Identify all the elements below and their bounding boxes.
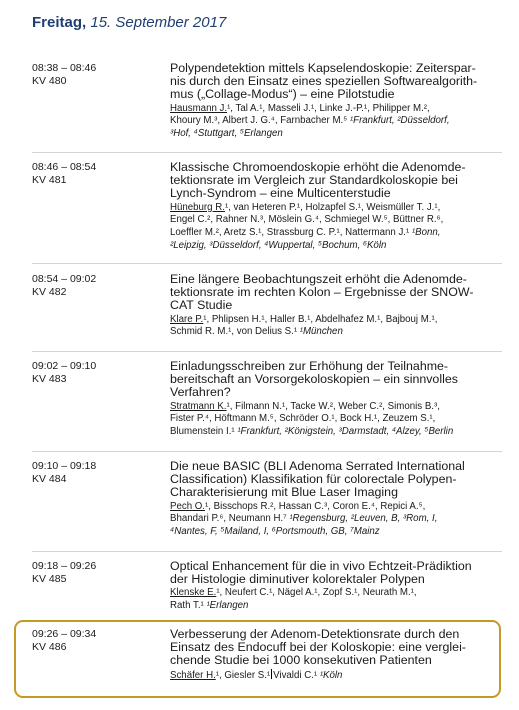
title-line: bereitschaft an Vorsorgekoloskopien – ein sinnvolles <box>170 372 458 387</box>
entry-authors <box>170 202 506 253</box>
entry-meta <box>32 161 96 186</box>
presenter-name: Klenske E. <box>170 587 217 599</box>
entry-code: KV 480 <box>32 74 67 87</box>
header-date: 15. September 2017 <box>90 14 227 31</box>
title-line: CAT Studie <box>170 298 233 313</box>
title-line: mus („Collage-Modus“) – eine Pilotstudie <box>170 87 395 102</box>
entry-authors <box>170 314 506 340</box>
presenter-name: Hüneburg R. <box>170 201 225 213</box>
entry-meta <box>32 273 96 298</box>
affiliations: ¹Köln <box>319 669 343 681</box>
entry-time: 09:02 – 09:10 <box>32 360 97 372</box>
text-cursor <box>271 669 272 679</box>
entry-code: KV 481 <box>32 173 67 186</box>
author-list: Rath T.¹ <box>170 600 207 612</box>
title-line: Classification) Klassifikation für colorectale Polypen- <box>170 472 457 487</box>
title-line: tektionsrate im rechten Kolon – Ergebnisse der SNOW- <box>170 285 474 300</box>
entry-authors <box>170 401 506 439</box>
divider <box>32 263 502 264</box>
affiliations: ¹Erlangen <box>206 600 249 612</box>
title-line: Optical Enhancement für die in vivo Echtzeit-Prädiktion <box>170 559 472 573</box>
presenter-name: Klare P. <box>170 313 204 325</box>
title-line: Einsatz des Endocuff bei der Koloskopie: eine verglei- <box>170 640 466 655</box>
title-line: Verbesserung der Adenom-Detektionsrate durch den <box>170 627 460 641</box>
presenter-name: Schäfer H. <box>170 669 216 681</box>
entry-title <box>170 628 506 668</box>
title-line: chende Studie bei 1000 konsekutiven Patienten <box>170 653 432 668</box>
entry-authors <box>170 587 506 613</box>
entry-code: KV 486 <box>32 640 67 653</box>
entry-code: KV 483 <box>32 372 67 385</box>
entry-code: KV 485 <box>32 572 67 585</box>
entry-title <box>170 460 506 500</box>
entry-authors <box>170 501 506 539</box>
presenter-name: Hausmann J. <box>170 102 228 114</box>
author-list: Loeffler M.², Aretz S.¹, Strassburg C. P.¹, Nattermann J.¹ <box>170 227 412 239</box>
affiliations: ¹Bonn, <box>411 227 441 239</box>
entry-title <box>170 360 506 400</box>
affiliations: ¹Frankfurt, ²Düsseldorf, <box>349 115 450 127</box>
author-list: ¹, Giesler S.¹ <box>215 669 271 681</box>
author-list: ¹, Filmann N.¹, Tacke W.², Weber C.², Simonis B.³, <box>226 400 440 412</box>
entry-code: KV 484 <box>32 472 67 485</box>
title-line: Lynch-Syndrom – eine Multicenterstudie <box>170 186 391 201</box>
entry-authors <box>170 103 506 141</box>
entry-time: 08:46 – 08:54 <box>32 161 97 173</box>
title-line: Charakterisierung mit Blue Laser Imaging <box>170 485 398 500</box>
title-line: tektionsrate im Vergleich zur Standardkoloskopie bei <box>170 173 458 188</box>
page-title <box>32 14 226 31</box>
author-list: Blumenstein I.¹ <box>170 426 238 438</box>
divider <box>32 451 502 452</box>
author-list: ¹, Phlipsen H.¹, Haller B.¹, Abdelhafez M.¹, Bajbouj M.¹, <box>203 313 438 325</box>
title-line: Die neue BASIC (BLI Adenoma Serrated International <box>170 459 465 473</box>
entry-time: 09:18 – 09:26 <box>32 560 97 572</box>
author-list: ¹, van Heteren P.¹, Holzapfel S.¹, Weismüller T. J.¹, <box>224 201 441 213</box>
author-list: Khoury M.³, Albert J. G.⁴, Farnbacher M.⁵ <box>170 115 350 127</box>
presenter-name: Stratmann K. <box>170 400 227 412</box>
author-list: ¹, Tal A.¹, Masseli J.¹, Linke J.-P.¹, Philipper M.², <box>227 102 430 114</box>
entry-time: 08:38 – 08:46 <box>32 62 97 74</box>
entry-authors <box>170 669 506 683</box>
entry-meta <box>32 62 96 87</box>
affiliations: ²Leipzig, ³Düsseldorf, ⁴Wuppertal, ⁵Bochum, ⁶Köln <box>170 240 387 251</box>
affiliations: ¹Frankfurt, ²Königstein, ³Darmstadt, ⁴Alzey, ⁵Berlin <box>237 426 454 438</box>
title-line: Eine längere Beobachtungszeit erhöht die Adenomde- <box>170 272 467 286</box>
divider <box>32 152 502 153</box>
entry-meta <box>32 560 96 585</box>
entry-title <box>170 62 506 102</box>
author-list: ¹, Neufert C.¹, Nägel A.¹, Zopf S.¹, Neurath M.¹, <box>216 587 417 599</box>
divider <box>32 551 502 552</box>
title-line: Einladungsschreiben zur Erhöhung der Teilnahme- <box>170 359 449 373</box>
title-line: der Histologie diminutiver kolorektaler Polypen <box>170 572 425 587</box>
title-line: Verfahren? <box>170 385 231 400</box>
entry-title <box>170 560 506 586</box>
author-list: ¹, Bisschops R.², Hassan C.³, Coron E.⁴, Repici A.⁵, <box>205 500 426 512</box>
affiliations: ⁴Nantes, F, ⁵Mailand, I, ⁶Portsmouth, GB, ⁷Mainz <box>170 526 380 538</box>
author-list: Fister P.⁴, Höftmann M.⁵, Schröder O.¹, Bock H.¹, Zeuzem S.¹, <box>170 413 436 425</box>
entry-title <box>170 161 506 201</box>
entry-title <box>170 273 506 313</box>
author-list: Schmid R. M.¹, von Delius S.¹ <box>170 326 300 338</box>
affiliations: ¹München <box>299 326 343 338</box>
entry-meta <box>32 360 96 385</box>
entry-meta <box>32 628 96 653</box>
affiliations: ¹Regensburg, ²Leuven, B, ³Rom, I, <box>289 513 438 525</box>
author-list: Bhandari P.⁶, Neumann H.⁷ <box>170 513 290 525</box>
title-line: Klassische Chromoendoskopie erhöht die Adenomde- <box>170 160 466 174</box>
title-line: nis durch den Einsatz eines speziellen Softwarealgorith- <box>170 74 478 89</box>
entry-meta <box>32 460 96 485</box>
author-list: Engel C.², Rahner N.³, Möslein G.⁴, Schmiegel W.⁵, Büttner R.⁶, <box>170 214 444 226</box>
author-list: Vivaldi C.¹ <box>273 669 320 681</box>
title-line: Polypendetektion mittels Kapselendoskopie: Zeiterspar- <box>170 61 476 75</box>
entry-code: KV 482 <box>32 285 67 298</box>
affiliations: ³Hof, ⁴Stuttgart, ⁵Erlangen <box>170 128 283 140</box>
entry-time: 09:26 – 09:34 <box>32 628 97 640</box>
entry-time: 08:54 – 09:02 <box>32 273 97 285</box>
divider <box>32 351 502 352</box>
presenter-name: Pech O. <box>170 500 205 512</box>
entry-time: 09:10 – 09:18 <box>32 460 97 472</box>
header-day: Freitag, <box>32 14 87 31</box>
